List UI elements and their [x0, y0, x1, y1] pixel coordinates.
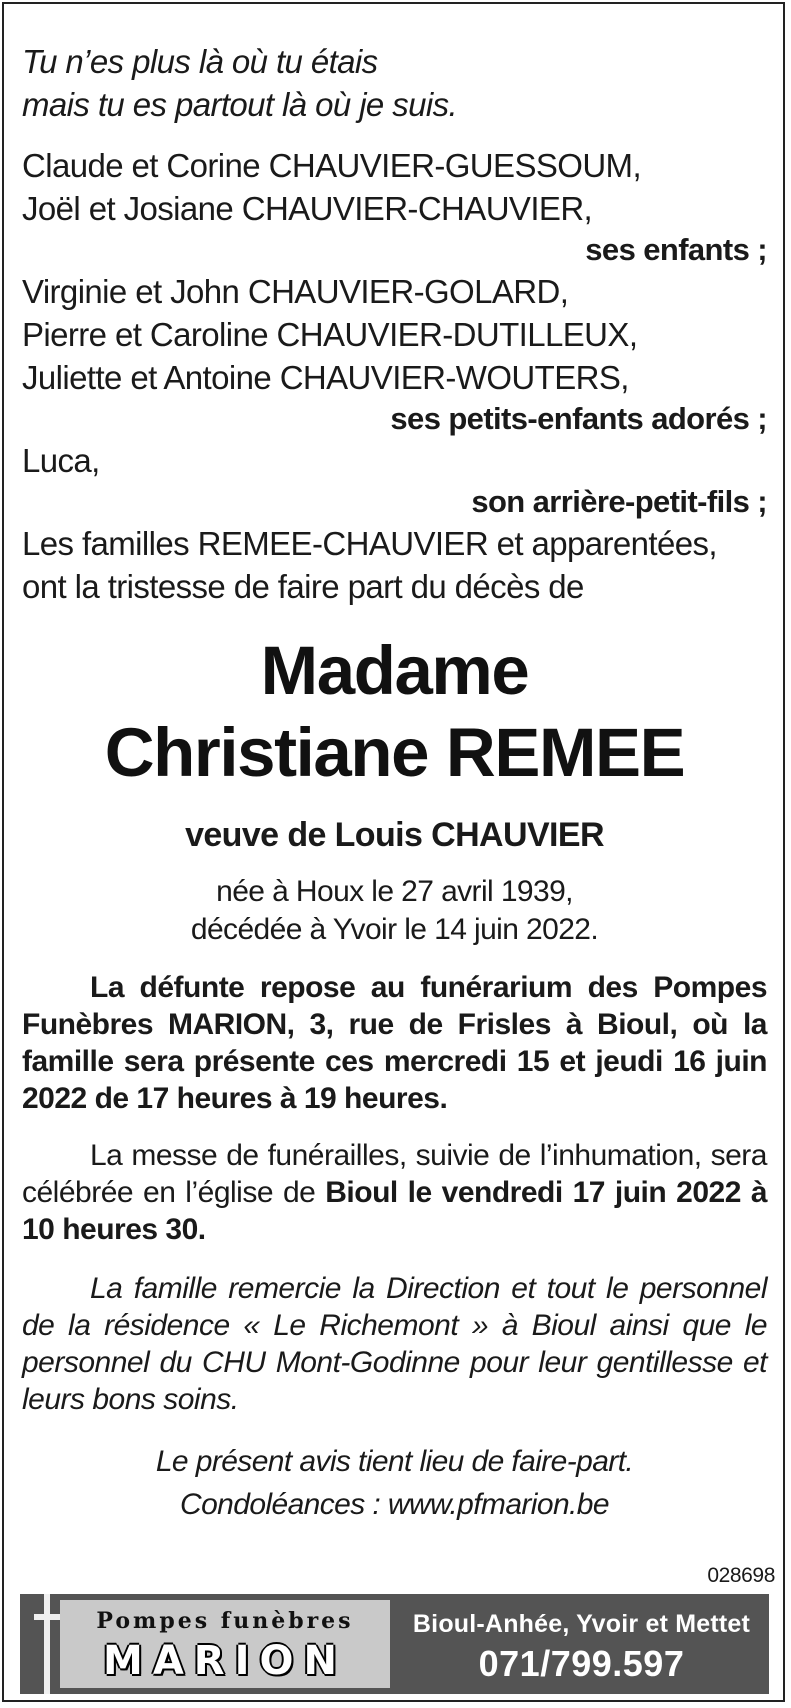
banner-phone: 071/799.597 [478, 1643, 685, 1684]
marion-logo [60, 1600, 390, 1688]
logo-top-text: Pompes funèbres [96, 1608, 354, 1634]
grandchild-name: Pierre et Caroline CHAUVIER-DUTILLEUX, [22, 316, 638, 353]
funeral-paragraph [22, 1137, 767, 1248]
obituary-notice [2, 2, 785, 1702]
thanks-paragraph: La famille remercie la Direction et tout le personnel de la résidence « Le Richemont » à Bioul ainsi que le personnel du CHU Mont-Godinne pour leur gentillesse et leurs bons soins. [22, 1272, 767, 1416]
notice-content [22, 40, 767, 1526]
deceased-title: Madame [260, 632, 529, 709]
epitaph-line-1: Tu n’es plus là où tu étais [22, 43, 378, 80]
funeral-date: Bioul le vendredi 17 juin 2022 à 10 heures 30. [22, 1176, 768, 1246]
reference-number: 028698 [707, 1564, 775, 1587]
visitation-paragraph: La défunte repose au funérarium des Pompes Funèbres MARION, 3, rue de Frisles à Bioul, où la famille sera présente ces mercredi 15 et jeudi 16 juin 2022 de 17 heures à 19 heures. [22, 971, 767, 1115]
funeral-text: La messe de funérailles, suivie de l’inhumation, sera célébrée en l’église de [22, 1139, 767, 1209]
epitaph-line-2: mais tu es partout là où je suis. [22, 86, 458, 123]
grandchild-name: Juliette et Antoine CHAUVIER-WOUTERS, [22, 359, 629, 396]
children-relation: ses enfants ; [585, 232, 767, 267]
cross-icon [34, 1594, 60, 1694]
deceased-name: Christiane REMEE [104, 714, 685, 791]
grandchild-name: Virginie et John CHAUVIER-GOLARD, [22, 273, 569, 310]
birth-info: née à Houx le 27 avril 1939, [216, 875, 573, 908]
child-name: Joël et Josiane CHAUVIER-CHAUVIER, [22, 190, 593, 227]
widow-of: veuve de Louis CHAUVIER [185, 816, 604, 854]
funeral-home-banner [20, 1594, 769, 1694]
banner-contact [400, 1594, 763, 1694]
families-line-1: Les familles REMEE-CHAUVIER et apparentées, [22, 525, 717, 562]
banner-locations: Bioul-Anhée, Yvoir et Mettet [412, 1610, 751, 1638]
great-grandchild-relation: son arrière-petit-fils ; [471, 484, 767, 519]
child-name: Claude et Corine CHAUVIER-GUESSOUM, [22, 147, 642, 184]
condolences-line: Condoléances : www.pfmarion.be [180, 1488, 609, 1521]
death-info: décédée à Yvoir le 14 juin 2022. [190, 913, 599, 946]
closing-line-1: Le présent avis tient lieu de faire-part. [155, 1445, 634, 1478]
families-line-2: ont la tristesse de faire part du décès de [22, 568, 584, 605]
logo-main-text: MARION [103, 1638, 347, 1684]
great-grandchild-name: Luca, [22, 442, 100, 479]
grandchildren-relation: ses petits-enfants adorés ; [390, 401, 767, 436]
